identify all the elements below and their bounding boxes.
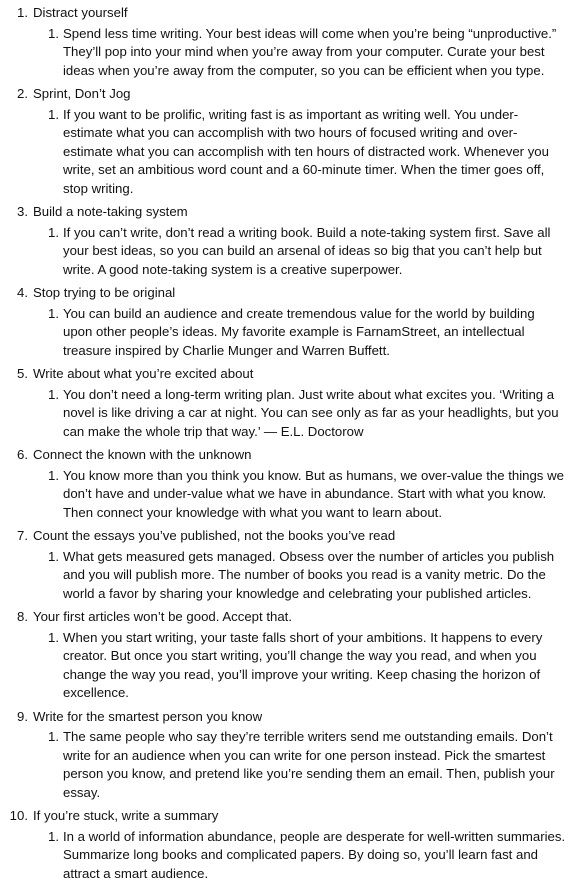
tip-body-text: What gets measured gets managed. Obsess over the number of articles you publish and you will publish more. The number of books you read is a vanity metric. Do the world a favor by sharing your knowledge and celebrating your published articles. [63,548,567,604]
tip-sub-number: 1. [45,386,59,405]
tip-body [8,828,567,883]
tip-title: Stop trying to be original [33,284,567,303]
tip-item [8,85,567,198]
tip-sub-number: 1. [45,629,59,648]
tip-item [8,807,567,883]
tip-item [8,527,567,603]
tip-sub-number: 1. [45,828,59,847]
tip-sub-number: 1. [45,467,59,486]
tip-item [8,446,567,522]
tip-body-text: You can build an audience and create tremendous value for the world by building upon other people’s ideas. My favorite example is FarnamStreet, an intellectual treasure inspired by Charlie Munger and Warren Buffett. [63,305,567,361]
tip-body [8,386,567,442]
tip-body-text: You know more than you think you know. But as humans, we over-value the things we don’t have and under-value what we have in abundance. Start with what you know. Then connect your knowledge with what you want to learn about. [63,467,567,523]
tip-item [8,284,567,360]
tip-title: Build a note-taking system [33,203,567,222]
tip-number: 3. [8,203,28,222]
tip-sub-number: 1. [45,224,59,243]
tip-sub-number: 1. [45,305,59,324]
tip-body-text: In a world of information abundance, people are desperate for well-written summaries. Summarize long books and complicated papers. By doing so, you’ll learn fast and attract a smart audience. [63,828,567,883]
tip-number: 9. [8,708,28,727]
tip-heading [8,608,567,627]
tip-heading [8,807,567,826]
tip-sub-number: 1. [45,25,59,44]
tip-heading [8,365,567,384]
tip-sub-number: 1. [45,106,59,125]
tip-body-text: The same people who say they’re terrible writers send me outstanding emails. Don’t write for an audience when you can write for one person instead. Pick the smartest person you know, and pretend like you’re sending them an email. Then, publish your essay. [63,728,567,802]
tip-item [8,608,567,703]
tip-title: Distract yourself [33,4,567,23]
tip-body [8,629,567,703]
tip-body-text: If you want to be prolific, writing fast is as important as writing well. You under-estimate what you can accomplish with two hours of focused writing and over-estimate what you can accomplish with ten hours of distracted work. Whenever you write, set an ambitious word count and a 60-minute timer. When the timer goes off, stop writing. [63,106,567,199]
tip-body [8,224,567,280]
tip-number: 8. [8,608,28,627]
tip-body [8,305,567,361]
tip-number: 5. [8,365,28,384]
tip-title: Write for the smartest person you know [33,708,567,727]
tip-item [8,4,567,80]
tip-body [8,106,567,199]
tip-body-text: You don’t need a long-term writing plan. Just write about what excites you. ‘Writing a novel is like driving a car at night. You can see only as far as your headlights, but you can make the whole trip that way.’ — E.L. Doctorow [63,386,567,442]
tip-heading [8,446,567,465]
tip-body [8,728,567,802]
tip-item [8,365,567,441]
tip-sub-number: 1. [45,728,59,747]
tip-body [8,25,567,81]
tip-number: 1. [8,4,28,23]
tip-title: Connect the known with the unknown [33,446,567,465]
tip-sub-number: 1. [45,548,59,567]
tip-item [8,203,567,279]
tip-number: 6. [8,446,28,465]
tip-title: Sprint, Don’t Jog [33,85,567,104]
tip-title: Write about what you’re excited about [33,365,567,384]
tip-number: 4. [8,284,28,303]
tip-body [8,548,567,604]
tip-item [8,708,567,803]
tip-number: 2. [8,85,28,104]
tip-heading [8,203,567,222]
tip-body-text: When you start writing, your taste falls short of your ambitions. It happens to every creator. But once you start writing, you’ll change the way you read, and when you change the way you read, you’ll improve your writing. Keep chasing the horizon of excellence. [63,629,567,703]
tip-body [8,467,567,523]
tip-heading [8,85,567,104]
tip-heading [8,527,567,546]
tip-heading [8,708,567,727]
tip-body-text: Spend less time writing. Your best ideas will come when you’re being “unproductive.” They’ll pop into your mind when you’re away from your computer. Curate your best ideas when you’re away from the computer, so you can be efficient when you type. [63,25,567,81]
tip-heading [8,284,567,303]
tip-number: 10. [8,807,28,826]
tip-title: Your first articles won’t be good. Accept that. [33,608,567,627]
tip-body-text: If you can’t write, don’t read a writing book. Build a note-taking system first. Save all your best ideas, so you can build an arsenal of ideas so big that you can’t help but write. A good note-taking system is a creative superpower. [63,224,567,280]
tip-title: If you’re stuck, write a summary [33,807,567,826]
tip-number: 7. [8,527,28,546]
tip-heading [8,4,567,23]
tip-title: Count the essays you’ve published, not the books you’ve read [33,527,567,546]
